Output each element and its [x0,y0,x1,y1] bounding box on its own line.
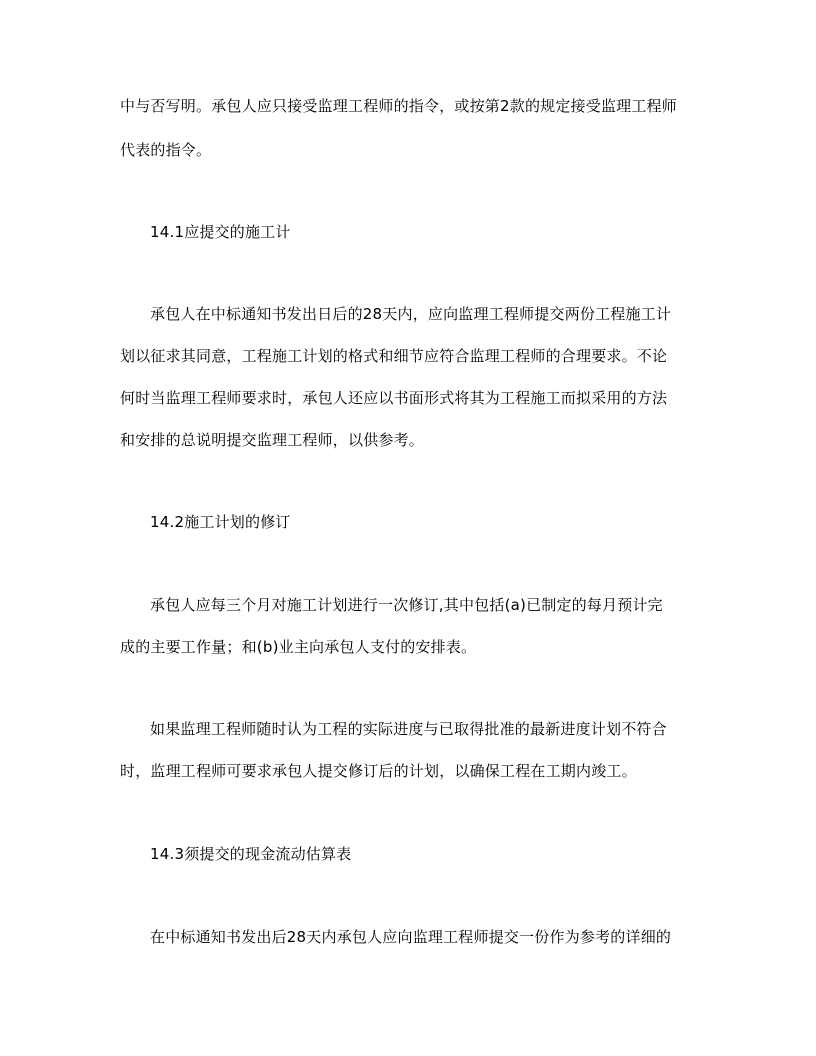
intro-line-2: 代表的指令。 [120,141,212,159]
section-14-3-para-line-1: 在中标通知书发出后28天内承包人应向监理工程师提交一份作为参考的详细的 [150,928,672,946]
intro-line-1: 中与否写明。承包人应只接受监理工程师的指令，或按第2款的规定接受监理工程师 [120,97,677,115]
section-14-2-para-2-line-2: 时，监理工程师可要求承包人提交修订后的计划，以确保工程在工期内竣工。 [120,762,637,780]
section-14-2-heading: 14.2施工计划的修订 [150,513,291,531]
section-14-3-heading: 14.3须提交的现金流动估算表 [150,845,352,863]
section-14-1-para-line-3: 何时当监理工程师要求时，承包人还应以书面形式将其为工程施工而拟采用的方法 [120,389,668,407]
section-14-2-para-1-line-1: 承包人应每三个月对施工计划进行一次修订,其中包括(a)已制定的每月预计完 [150,596,663,614]
section-14-1-para-line-1: 承包人在中标通知书发出日后的28天内，应向监理工程师提交两份工程施工计 [150,305,672,323]
section-14-1-para-line-4: 和安排的总说明提交监理工程师，以供参考。 [120,431,425,449]
section-14-1-para-line-2: 划以征求其同意，工程施工计划的格式和细节应符合监理工程师的合理要求。不论 [120,347,668,365]
section-14-2-para-2-line-1: 如果监理工程师随时认为工程的实际进度与已取得批准的最新进度计划不符合 [150,720,667,738]
section-14-2-para-1-line-2: 成的主要工作量；和(b)业主向承包人支付的安排表。 [120,638,477,656]
section-14-1-heading: 14.1应提交的施工计 [150,223,291,241]
